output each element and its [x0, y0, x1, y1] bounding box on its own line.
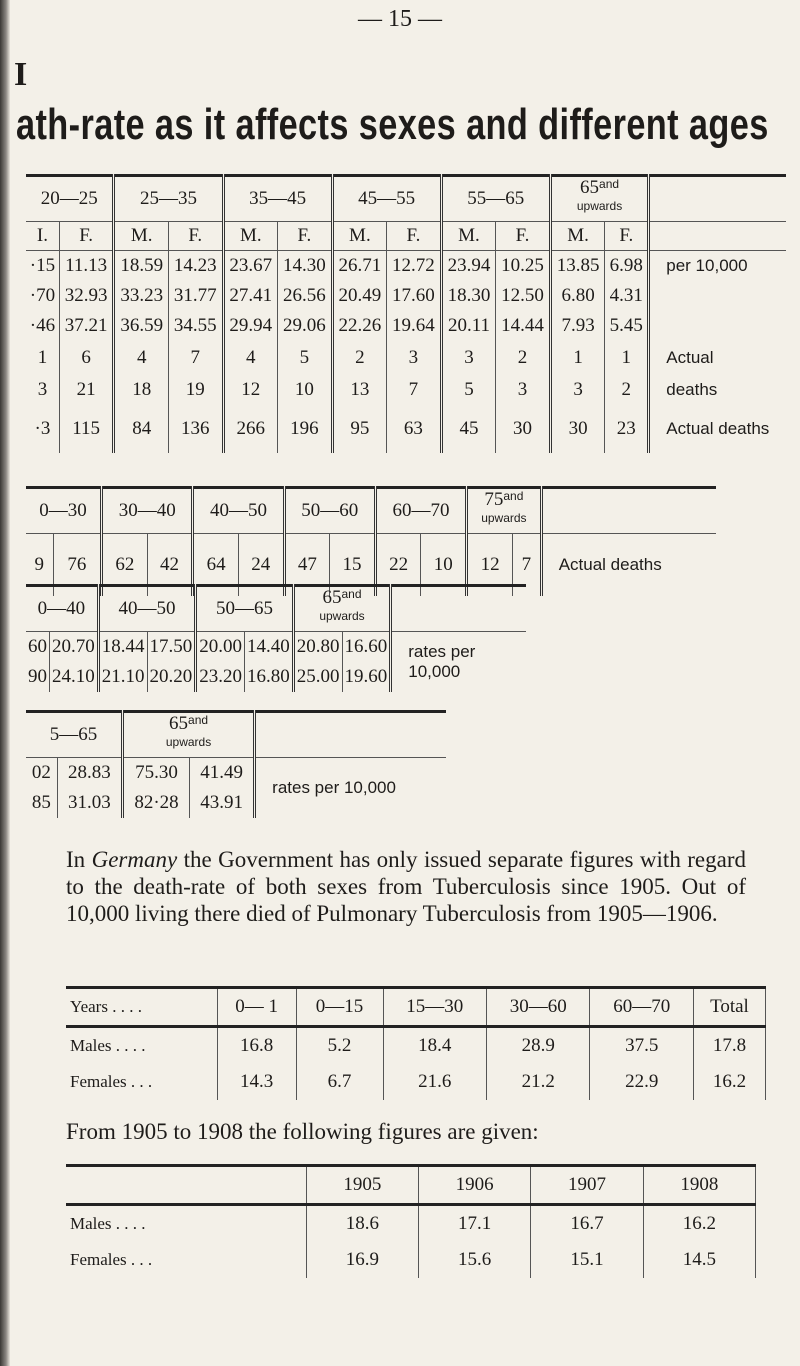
- sex-header: F.: [387, 222, 442, 251]
- row-note: rates per 10,000: [408, 641, 476, 681]
- table-cell: 26.56: [278, 281, 333, 311]
- age-group-header: 25—35: [114, 176, 223, 222]
- table-cell: 20.80: [293, 632, 342, 662]
- table-cell: 24: [238, 534, 284, 596]
- table-cell: 37.5: [590, 1027, 693, 1065]
- table-cell: 6: [59, 341, 114, 375]
- column-header: 60—70: [590, 988, 693, 1027]
- table-cell: 19.60: [342, 662, 391, 692]
- table-cell: 1: [605, 341, 649, 375]
- table-cell: 31.77: [168, 281, 223, 311]
- table-row: [26, 311, 786, 341]
- table-cell: 115: [59, 405, 114, 453]
- table-cell: 7: [387, 375, 442, 405]
- table-cell: 45: [441, 405, 496, 453]
- age-group-header: 20—25: [26, 176, 114, 222]
- column-header: [66, 1166, 306, 1205]
- table-cell: 85: [26, 788, 57, 818]
- row-note: deaths: [666, 379, 718, 399]
- table-cell: 33.23: [114, 281, 169, 311]
- table-cell: 64: [193, 534, 239, 596]
- column-header: 0— 1: [217, 988, 296, 1027]
- sex-header: F.: [59, 222, 114, 251]
- table-actual-deaths: [26, 486, 716, 596]
- table-cell: 2: [332, 341, 387, 375]
- table-germany-years: [66, 1164, 756, 1278]
- age-group-header: 5—65: [26, 712, 122, 758]
- table-cell: 12: [223, 375, 278, 405]
- table-cell: 4.31: [605, 281, 649, 311]
- table-cell: 21.10: [98, 662, 147, 692]
- table-cell: 28.83: [57, 758, 122, 788]
- table-cell: 4: [223, 341, 278, 375]
- table-cell: 18.30: [441, 281, 496, 311]
- table-cell: 14.40: [245, 632, 294, 662]
- table-cell: 28.9: [487, 1027, 590, 1065]
- paragraph-1905-1908: From 1905 to 1908 the following figures are given:: [66, 1119, 539, 1144]
- table-row: [66, 1205, 756, 1243]
- table-cell: 7: [168, 341, 223, 375]
- heading-stub: I: [14, 56, 28, 93]
- page-edge-shadow: [0, 0, 10, 1366]
- row-note: rates per 10,000: [272, 777, 396, 797]
- age-group-header: 35—45: [223, 176, 332, 222]
- table-cell: 18.6: [306, 1205, 418, 1243]
- table-cell: 32.93: [59, 281, 114, 311]
- table-cell: 20.00: [196, 632, 245, 662]
- sex-header: F.: [496, 222, 551, 251]
- column-header: Total: [693, 988, 765, 1027]
- sex-header: F.: [168, 222, 223, 251]
- table-cell: 14.5: [643, 1242, 755, 1278]
- table-cell: 14.23: [168, 251, 223, 281]
- age-group-header: 50—60: [284, 488, 375, 534]
- age-group-header-upwards: $65^{and upwards}$: [122, 712, 254, 758]
- table-cell: 84: [114, 405, 169, 453]
- column-header: 1905: [306, 1166, 418, 1205]
- table-cell: 62: [102, 534, 148, 596]
- table-cell: 12.50: [496, 281, 551, 311]
- table-cell: 41.49: [190, 758, 255, 788]
- table-cell: 196: [278, 405, 333, 453]
- sex-header: M.: [223, 222, 278, 251]
- table-cell: 15: [330, 534, 376, 596]
- age-group-header-upwards: $65^{and upwards}$: [293, 586, 391, 632]
- page-number: — 15 —: [358, 6, 442, 32]
- table-cell: ·70: [26, 281, 59, 311]
- table-cell: 136: [168, 405, 223, 453]
- table-cell: 22.26: [332, 311, 387, 341]
- table-cell: 23.94: [441, 251, 496, 281]
- table-cell: 12: [467, 534, 513, 596]
- table-cell: 3: [550, 375, 605, 405]
- table-cell: 1: [550, 341, 605, 375]
- table-cell: 23.67: [223, 251, 278, 281]
- table-cell: 36.59: [114, 311, 169, 341]
- table-cell: 02: [26, 758, 57, 788]
- table-cell: 13: [332, 375, 387, 405]
- table-cell: ·3: [26, 405, 59, 453]
- table-cell: 20.70: [50, 632, 99, 662]
- table-cell: 266: [223, 405, 278, 453]
- table-cell: 3: [387, 341, 442, 375]
- table-cell: 3: [496, 375, 551, 405]
- table-row: [26, 632, 526, 662]
- table-cell: 18.59: [114, 251, 169, 281]
- table-cell: 21: [59, 375, 114, 405]
- table-cell: 29.94: [223, 311, 278, 341]
- table-cell: ·46: [26, 311, 59, 341]
- age-group-header: 50—65: [196, 586, 294, 632]
- table-cell: ·15: [26, 251, 59, 281]
- table-cell: 37.21: [59, 311, 114, 341]
- table-cell: 30: [550, 405, 605, 453]
- table-cell: 15.1: [531, 1242, 643, 1278]
- table-cell: 18.4: [383, 1027, 486, 1065]
- table-cell: 16.7: [531, 1205, 643, 1243]
- table-cell: 24.10: [50, 662, 99, 692]
- table-cell: 34.55: [168, 311, 223, 341]
- age-group-header-upwards: $65^{and upwards}$: [550, 176, 648, 222]
- table-cell: 14.44: [496, 311, 551, 341]
- table-cell: 17.1: [418, 1205, 530, 1243]
- table-cell: 16.2: [643, 1205, 755, 1243]
- row-note: Actual deaths: [558, 554, 662, 574]
- table-cell: 43.91: [190, 788, 255, 818]
- row-note: [649, 311, 786, 341]
- table-cell: 23.20: [196, 662, 245, 692]
- table-cell: 63: [387, 405, 442, 453]
- sex-header: M.: [550, 222, 605, 251]
- table-cell: 75.30: [122, 758, 189, 788]
- table-cell: 11.13: [59, 251, 114, 281]
- table-cell: 20.20: [147, 662, 196, 692]
- table-cell: 27.41: [223, 281, 278, 311]
- age-group-header: 0—30: [26, 488, 102, 534]
- table-row: [26, 758, 446, 788]
- table-cell: 1: [26, 341, 59, 375]
- table-cell: 3: [441, 341, 496, 375]
- table-cell: 6.7: [296, 1064, 383, 1100]
- table-row: [66, 1027, 766, 1065]
- table-cell: 2: [605, 375, 649, 405]
- table-cell: 18.44: [98, 632, 147, 662]
- age-group-header-upwards: $75^{and upwards}$: [467, 488, 542, 534]
- table-row: [66, 1064, 766, 1100]
- age-group-header: 55—65: [441, 176, 550, 222]
- table-cell: 12.72: [387, 251, 442, 281]
- row-note: per 10,000: [666, 255, 748, 275]
- table-rates-3: [26, 584, 526, 692]
- age-group-header: 45—55: [332, 176, 441, 222]
- column-header: 0—15: [296, 988, 383, 1027]
- table-cell: 42: [147, 534, 193, 596]
- table-cell: 25.00: [293, 662, 342, 692]
- age-group-header: 0—40: [26, 586, 98, 632]
- age-group-header: 60—70: [375, 488, 466, 534]
- table-cell: 22.9: [590, 1064, 693, 1100]
- column-header: 1907: [531, 1166, 643, 1205]
- table-cell: 3: [26, 375, 59, 405]
- table-cell: 17.50: [147, 632, 196, 662]
- table-cell: 18: [114, 375, 169, 405]
- column-header: 15—30: [383, 988, 486, 1027]
- sex-header: M.: [441, 222, 496, 251]
- age-group-header: 40—50: [193, 488, 284, 534]
- table-cell: 16.60: [342, 632, 391, 662]
- table-cell: 30: [496, 405, 551, 453]
- age-group-header: 30—40: [102, 488, 193, 534]
- table-cell: 9: [26, 534, 53, 596]
- table-cell: 76: [53, 534, 101, 596]
- table-cell: 47: [284, 534, 330, 596]
- table-cell: 20.11: [441, 311, 496, 341]
- table-cell: 20.49: [332, 281, 387, 311]
- sex-header: I.: [26, 222, 59, 251]
- table-row: [66, 1242, 756, 1278]
- table-cell: 60: [26, 632, 50, 662]
- table-cell: 16.80: [245, 662, 294, 692]
- table-cell: 21.2: [487, 1064, 590, 1100]
- sex-header: F.: [278, 222, 333, 251]
- table-rates-4: [26, 710, 446, 818]
- table-cell: 13.85: [550, 251, 605, 281]
- column-header: Years . . . .: [66, 988, 217, 1027]
- table-cell: 23: [605, 405, 649, 453]
- sex-header: M.: [114, 222, 169, 251]
- table-cell: 5.2: [296, 1027, 383, 1065]
- table-cell: 82·28: [122, 788, 189, 818]
- table-cell: 19: [168, 375, 223, 405]
- age-group-header: 40—50: [98, 586, 196, 632]
- table-cell: 26.71: [332, 251, 387, 281]
- row-label: Males . . . .: [70, 1036, 146, 1055]
- row-label: Males . . . .: [70, 1214, 146, 1233]
- table-cell: 7.93: [550, 311, 605, 341]
- table-cell: 95: [332, 405, 387, 453]
- page-heading: ath-rate as it affects sexes and different ages: [16, 100, 769, 149]
- table-cell: 10.25: [496, 251, 551, 281]
- table-row: [26, 375, 786, 405]
- table-germany-age: [66, 986, 766, 1100]
- paragraph-germany: In Germany the Government has only issued separate figures with regard to the death-rate of both sexes from Tuberculosis since 1905. Out of 10,000 living there died of Pulmonary Tuberculosis from 1905—1906.: [66, 847, 746, 926]
- table-cell: 7: [513, 534, 542, 596]
- sex-header: F.: [605, 222, 649, 251]
- country-name: Germany: [91, 847, 178, 872]
- table-cell: 17.8: [693, 1027, 765, 1065]
- row-label: Females . . .: [70, 1250, 153, 1269]
- table-cell: 4: [114, 341, 169, 375]
- row-note: Actual deaths: [666, 418, 770, 438]
- table-cell: 90: [26, 662, 50, 692]
- sex-header: M.: [332, 222, 387, 251]
- table-row: [26, 341, 786, 375]
- row-label: Females . . .: [70, 1072, 153, 1091]
- table-cell: 10: [421, 534, 467, 596]
- table-cell: 19.64: [387, 311, 442, 341]
- column-header: 30—60: [487, 988, 590, 1027]
- table-cell: 16.8: [217, 1027, 296, 1065]
- column-header: 1906: [418, 1166, 530, 1205]
- table-cell: 31.03: [57, 788, 122, 818]
- table-age-sex-rates: [26, 174, 786, 453]
- table-cell: 15.6: [418, 1242, 530, 1278]
- table-row: [26, 405, 786, 453]
- table-cell: 2: [496, 341, 551, 375]
- table-cell: 5: [278, 341, 333, 375]
- table-cell: 29.06: [278, 311, 333, 341]
- table-cell: 16.9: [306, 1242, 418, 1278]
- table-cell: 14.3: [217, 1064, 296, 1100]
- table-cell: 17.60: [387, 281, 442, 311]
- row-note: [649, 281, 786, 311]
- table-cell: 16.2: [693, 1064, 765, 1100]
- table-cell: 6.80: [550, 281, 605, 311]
- table-cell: 10: [278, 375, 333, 405]
- table-cell: 14.30: [278, 251, 333, 281]
- table-cell: 6.98: [605, 251, 649, 281]
- row-note: Actual: [666, 347, 714, 367]
- column-header: 1908: [643, 1166, 755, 1205]
- table-cell: 5.45: [605, 311, 649, 341]
- table-row: [26, 251, 786, 281]
- table-cell: 5: [441, 375, 496, 405]
- table-cell: 21.6: [383, 1064, 486, 1100]
- table-cell: 22: [375, 534, 421, 596]
- table-row: [26, 281, 786, 311]
